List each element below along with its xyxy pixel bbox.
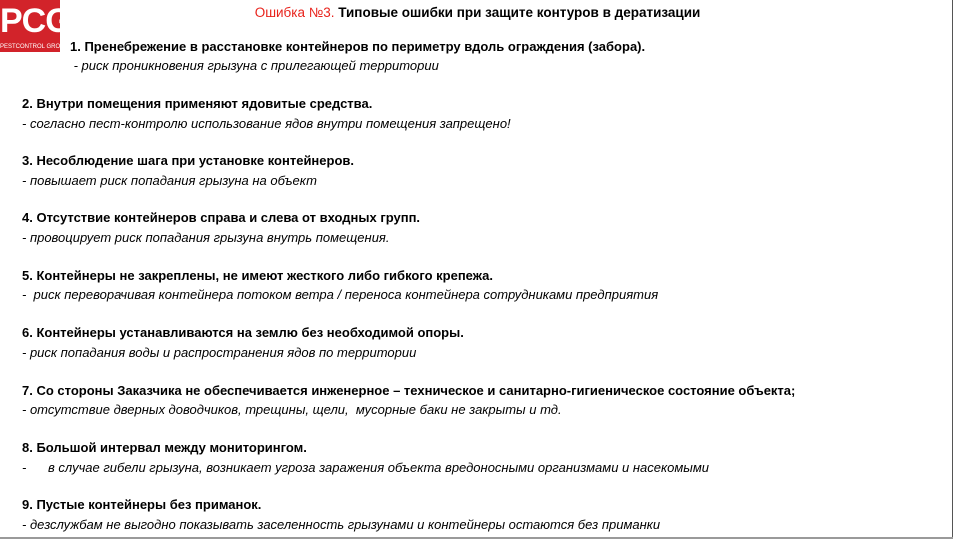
item-1-note: - риск проникновения грызуна с прилегающей территории — [70, 58, 439, 73]
slide-title-text: Типовые ошибки при защите контуров в дератизации — [338, 5, 701, 20]
logo-letters: PCG — [0, 2, 71, 40]
item-7-heading: 7. Со стороны Заказчика не обеспечивается инженерное – техническое и санитарно-гигиеническое состояние объекта; — [22, 383, 796, 398]
item-5-note: - риск переворачивая контейнера потоком ветра / переноса контейнера сотрудниками предприятия — [22, 287, 659, 302]
item-5-heading: 5. Контейнеры не закреплены, не имеют жесткого либо гибкого крепежа. — [22, 268, 493, 283]
item-3-note: - повышает риск попадания грызуна на объект — [22, 173, 317, 188]
slide-title-error-number: Ошибка №3. — [254, 5, 335, 20]
item-6-heading: 6. Контейнеры устанавливаются на землю без необходимой опоры. — [22, 325, 464, 340]
item-2-heading: 2. Внутри помещения применяют ядовитые средства. — [22, 96, 373, 111]
item-4-note: - провоцирует риск попадания грызуна внутрь помещения. — [22, 230, 390, 245]
item-8-note: - в случае гибели грызуна, возникает угроза заражения объекта вредоносными организмами и насекомыми — [22, 460, 709, 475]
item-4-heading: 4. Отсутствие контейнеров справа и слева от входных групп. — [22, 210, 421, 225]
item-2-note: - согласно пест-контролю использование ядов внутри помещения запрещено! — [22, 116, 511, 131]
slide-title — [0, 4, 955, 21]
logo-subtitle: PESTCONTROL GROUP — [0, 44, 69, 50]
item-3-heading: 3. Несоблюдение шага при установке контейнеров. — [22, 153, 355, 168]
item-1-heading: 1. Пренебрежение в расстановке контейнеров по периметру вдоль ограждения (забора). — [70, 39, 646, 54]
item-7-note: - отсутствие дверных доводчиков, трещины, щели, мусорные баки не закрыты и тд. — [22, 402, 562, 417]
item-9-note: - дезслужбам не выгодно показывать заселенность грызунами и контейнеры остаются без приманки — [22, 517, 661, 532]
item-6-note: - риск попадания воды и распространения ядов по территории — [22, 345, 417, 360]
item-8-heading: 8. Большой интервал между мониторингом. — [22, 440, 307, 455]
item-9-heading: 9. Пустые контейнеры без приманок. — [22, 497, 262, 512]
page-frame-right — [952, 0, 953, 539]
